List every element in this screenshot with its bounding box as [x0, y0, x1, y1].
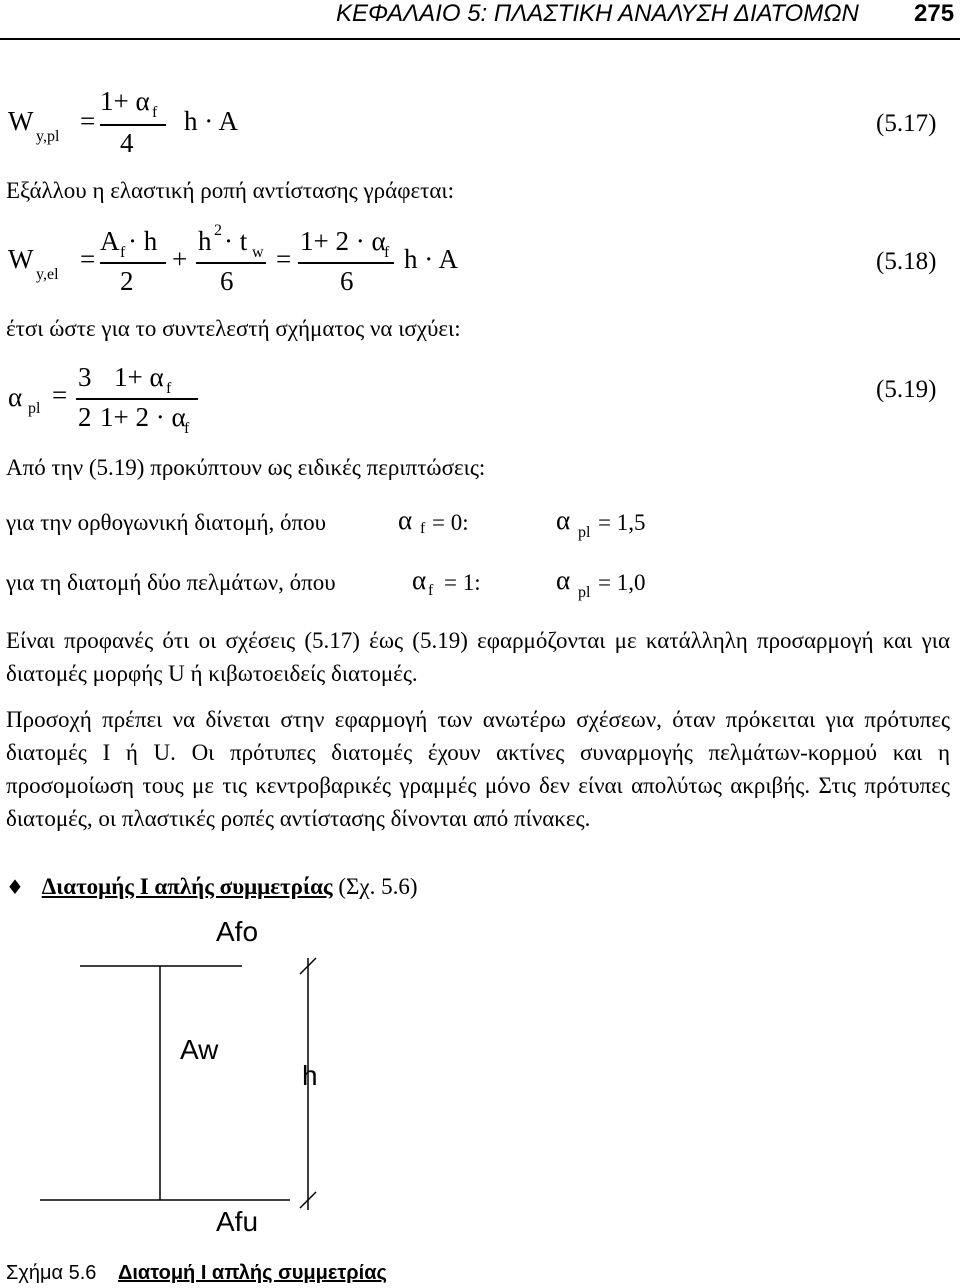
equation-number: (5.18) — [876, 248, 937, 275]
section-title: Διατομής I απλής συμμετρίας — [41, 874, 333, 899]
paragraph-applicability: Είναι προφανές ότι οι σχέσεις (5.17) έως (5.19) εφαρμόζονται με κατάλληλη προσαρμογή και για διατομές μορφής U ή κιβωτοειδείς διατομές. — [6, 628, 950, 686]
label-aw: Aw — [180, 1034, 219, 1065]
page-number: 275 — [914, 0, 955, 27]
paragraph-warning: Προσοχή πρέπει να δίνεται στην εφαρμογή των ανωτέρω σχέσεων, όταν πρόκειται για πρότυπες διατομές I ή U. Οι πρότυπες διατομές έχουν ακτίνες συναρμογής πελμάτων-κορμού και η προσομοίωση τους με τις κεντροβαρικές γραμμές μόνο δεν είναι απολύτως ακριβής. Στις πρότυπες διατομές, οι πλαστικές ροπές αντίστασης δίνονται από πίνακες. — [6, 707, 950, 831]
label-afo: Afo — [216, 916, 259, 947]
i-section-figure — [0, 900, 960, 1260]
label-afu: Afu — [216, 1206, 259, 1237]
text-shape: έτσι ώστε για το συντελεστή σχήματος να ισχύει: — [6, 316, 461, 341]
header-rule — [0, 38, 960, 40]
header-title: ΚΕΦΑΛΑΙΟ 5: ΠΛΑΣΤΙΚΗ ΑΝΑΛΥΣΗ ΔΙΑΤΟΜΩΝ — [336, 0, 859, 27]
equation-number: (5.19) — [876, 376, 937, 403]
label-h: h — [302, 1060, 318, 1091]
section-ref: (Σχ. 5.6) — [338, 874, 418, 899]
text-elastic: Εξάλλου η ελαστική ροπή αντίστασης γράφεται: — [6, 178, 454, 203]
bullet-icon: ♦ — [6, 875, 24, 899]
section-heading — [6, 874, 418, 900]
equation-number: (5.17) — [876, 110, 937, 137]
text-cases: Από την (5.19) προκύπτουν ως ειδικές περιπτώσεις: — [6, 455, 486, 480]
caption-number: Σχήμα 5.6 — [6, 1262, 97, 1284]
figure-caption — [6, 1262, 387, 1285]
caption-title: Διατομή I απλής συμμετρίας — [118, 1262, 387, 1284]
